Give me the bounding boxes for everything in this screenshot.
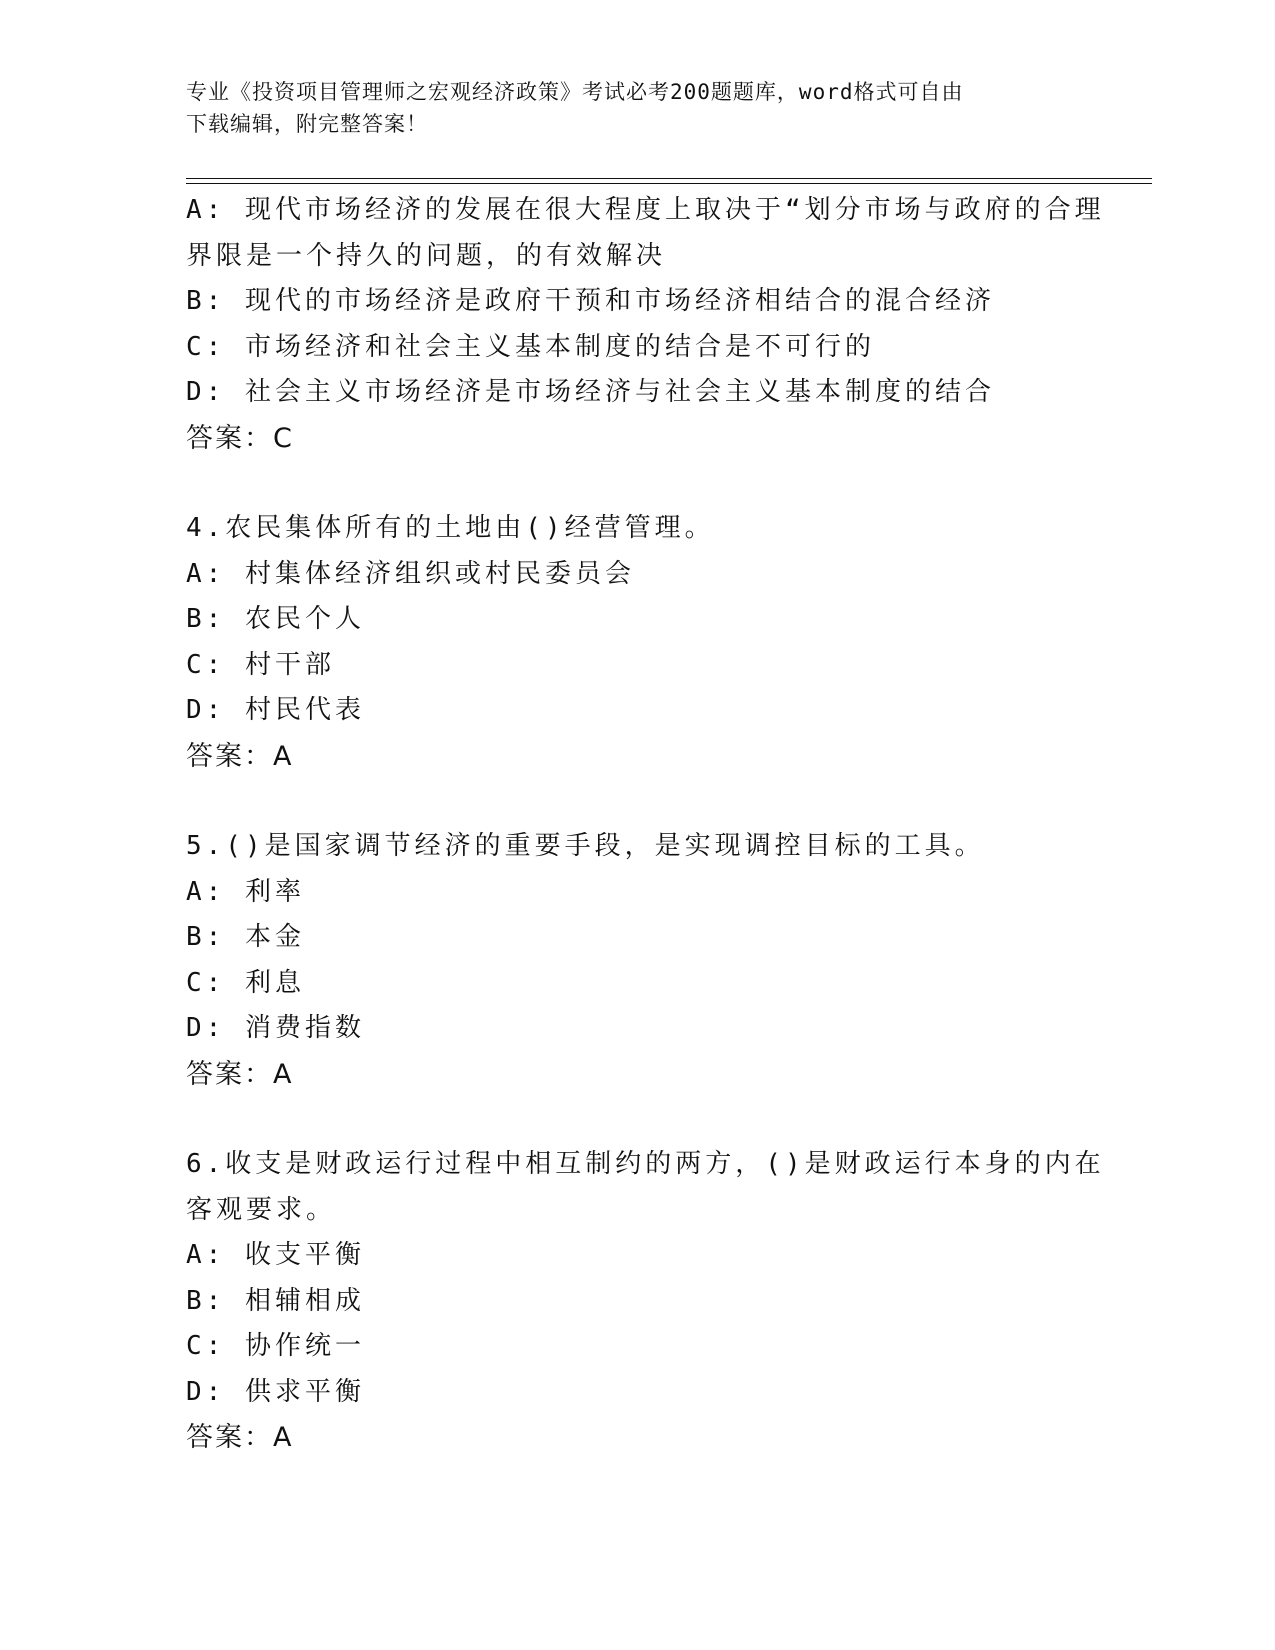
option-c: C: 村干部 [186,649,335,680]
option-d: D: 社会主义市场经济是市场经济与社会主义基本制度的结合 [186,377,995,407]
question-text: 4.农民集体所有的土地由()经营管理。 [186,513,715,543]
option-a: A: 利率 [186,876,305,907]
question-block-3 [186,188,1105,461]
option-b: B: 农民个人 [186,604,365,634]
option-d: D: 供求平衡 [186,1376,365,1407]
question-block-5 [186,824,1076,1097]
question-text: 6.收支是财政运行过程中相互制约的两方，()是财政运行本身的内在 [186,1149,1105,1179]
question-list [186,188,1105,1461]
option-b: B: 本金 [186,922,305,952]
option-c: C: 协作统一 [186,1331,365,1361]
option-a-continued: 界限是一个持久的问题，的有效解决 [186,240,667,271]
option-c: C: 利息 [186,967,305,998]
answer: 答案：C [186,422,294,454]
option-a: A: 收支平衡 [186,1240,365,1270]
option-a: A: 村集体经济组织或村民委员会 [186,558,635,589]
option-d: D: 消费指数 [186,1013,365,1043]
spacer [186,461,1076,506]
answer: 答案：A [186,1422,294,1453]
answer: 答案：A [186,740,294,772]
option-b: B: 相辅相成 [186,1285,365,1316]
option-a: A: 现代市场经济的发展在很大程度上取决于“划分市场与政府的合理 [186,195,1105,225]
header-divider-bottom [186,183,1152,184]
option-c: C: 市场经济和社会主义基本制度的结合是不可行的 [186,331,875,362]
header-line-2: 下载编辑，附完整答案！ [186,112,428,136]
answer: 答案：A [186,1058,294,1090]
option-d: D: 村民代表 [186,695,365,725]
document-header [186,76,1066,140]
question-text: 5.()是国家调节经济的重要手段，是实现调控目标的工具。 [186,831,985,861]
spacer [186,779,1076,824]
question-text-continued: 客观要求。 [186,1194,337,1225]
header-line-1: 专业《投资项目管理师之宏观经济政策》考试必考200题题库，word格式可自由 [186,80,964,104]
question-block-4 [186,506,1076,779]
question-block-6 [186,1142,1105,1461]
header-divider-top [186,178,1152,179]
spacer [186,1097,1076,1142]
option-b: B: 现代的市场经济是政府干预和市场经济相结合的混合经济 [186,286,995,316]
